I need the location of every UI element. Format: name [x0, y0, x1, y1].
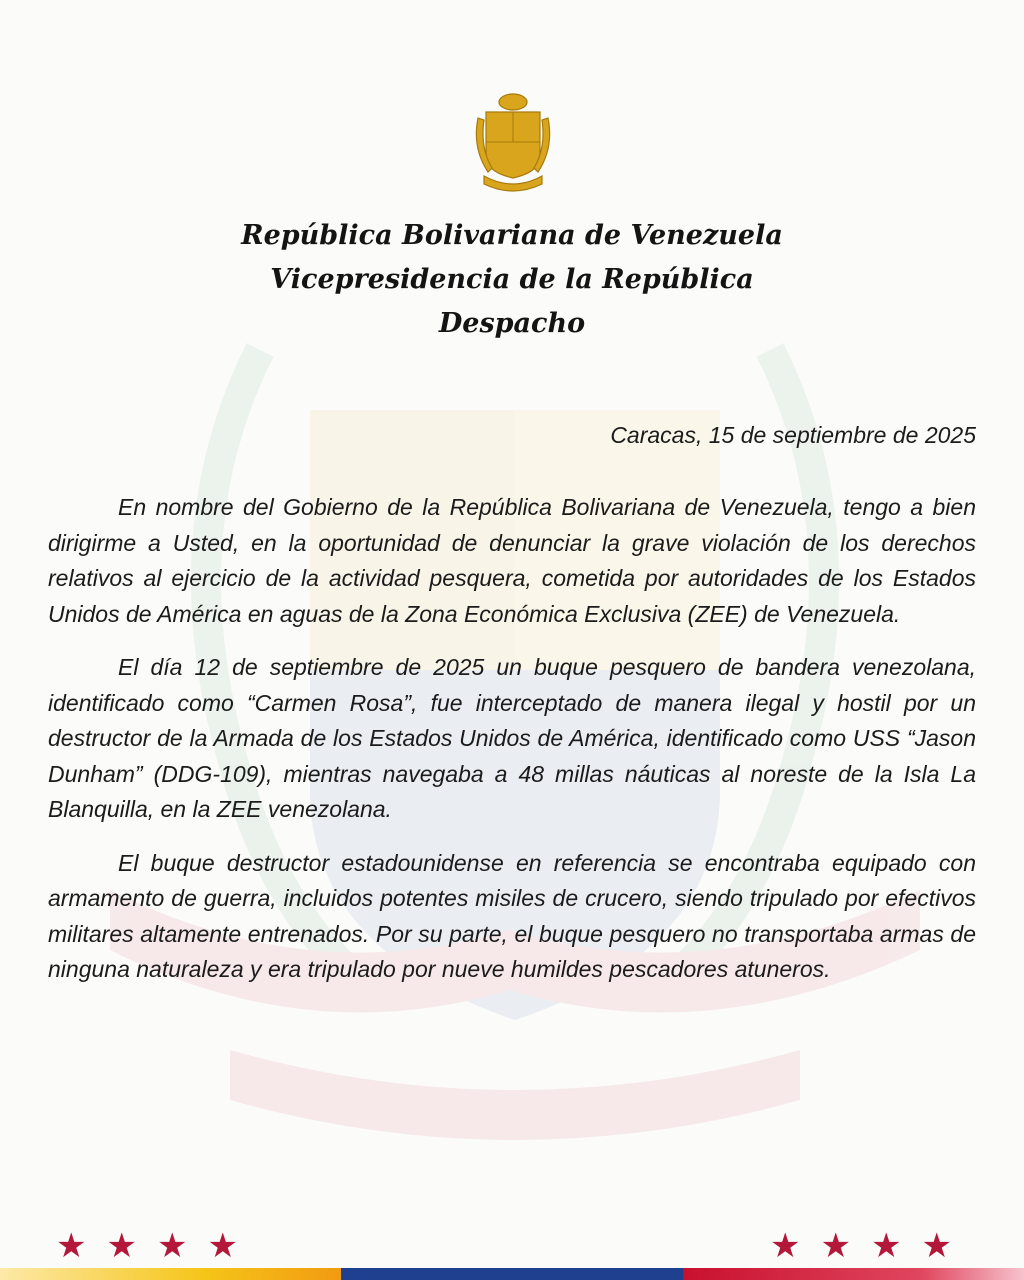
flag-stripe-blue — [341, 1268, 682, 1280]
stars-right: ★★★★ — [770, 1226, 972, 1266]
letter-date: Caracas, 15 de septiembre de 2025 — [610, 422, 976, 448]
letterhead — [0, 214, 1024, 346]
paragraph-2: El día 12 de septiembre de 2025 un buque pesquero de bandera venezolana, identificado como “Carmen Rosa”, fue interceptado de manera ilegal y hostil por un destructor de la Armada de los Estados Unidos de América, identificado como USS “Jason Dunham” (DDG-109), mientras navegaba a 48 millas náuticas al noreste de la Isla La Blanquilla, en la ZEE venezolana. — [48, 654, 976, 822]
flag-stripe-yellow — [0, 1268, 341, 1280]
flag-stripe — [0, 1268, 1024, 1280]
coat-of-arms-seal — [470, 92, 556, 198]
paragraph-1: En nombre del Gobierno de la República Bolivariana de Venezuela, tengo a bien dirigirme a Usted, en la oportunidad de denunciar la grave violación de los derechos relativos al ejercicio de la actividad pesquera, cometida por autoridades de los Estados Unidos de América en aguas de la Zona Económica Exclusiva (ZEE) de Venezuela. — [48, 494, 976, 627]
letterhead-office: Despacho — [438, 308, 586, 339]
letterhead-republic: República Bolivariana de Venezuela — [241, 220, 783, 251]
stars-left: ★★★★ — [56, 1226, 258, 1266]
letter-body — [48, 490, 976, 1006]
paragraph-3: El buque destructor estadounidense en referencia se encontraba equipado con armamento de guerra, incluidos potentes misiles de crucero, siendo tripulado por efectivos militares altamente entrenados. Por su parte, el buque pesquero no transportaba armas de ninguna naturaleza y era tripulado por nueve humildes pescadores atuneros. — [48, 849, 976, 982]
letterhead-vicepresidency: Vicepresidencia de la República — [270, 264, 754, 295]
flag-stripe-red — [683, 1268, 1024, 1280]
